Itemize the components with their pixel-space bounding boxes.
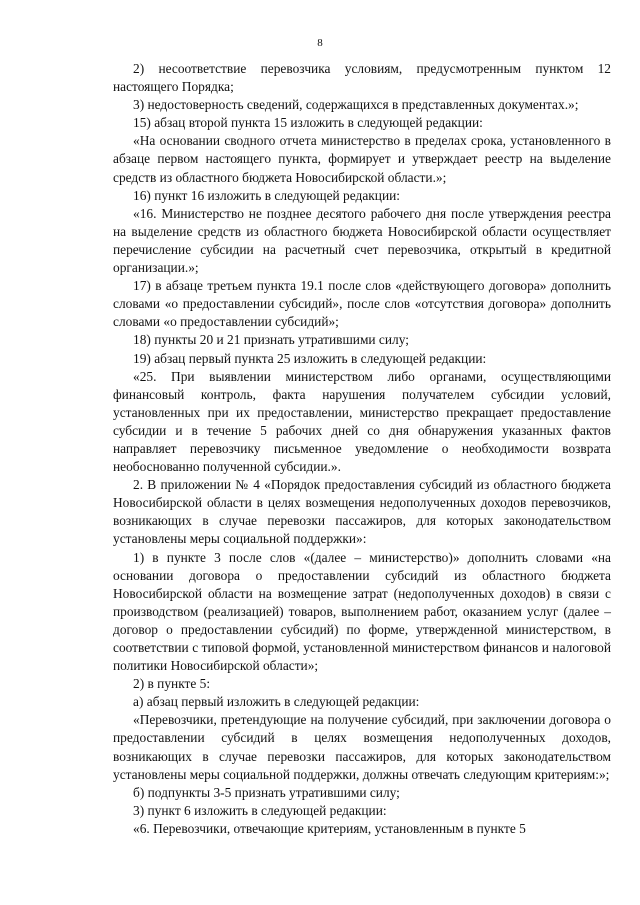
paragraph: «Перевозчики, претендующие на получение субсидий, при заключении договора о предоставлении субсидий в целях возмещения недополученных доходов, возникающих в случае перевозки пассажиров, для которых законодательством установлены меры социальной поддержки, должны отвечать следующим критериям:»; (113, 712, 611, 782)
paragraph: 2. В приложении № 4 «Порядок предоставления субсидий из областного бюджета Новосибирской области в целях возмещения недополученных доходов перевозчиков, возникающих в случае перевозки пассажиров, для которых законодательством установлены меры социальной поддержки»: (113, 477, 611, 547)
paragraph: а) абзац первый изложить в следующей редакции: (133, 694, 420, 710)
paragraph: «6. Перевозчики, отвечающие критериям, установленным в пункте 5 (133, 820, 526, 836)
page-number: 8 (317, 37, 323, 49)
paragraph: б) подпункты 3-5 признать утратившими силу; (133, 784, 400, 800)
paragraph: 3) недостоверность сведений, содержащихся в представленных документах.»; (133, 97, 579, 113)
paragraph: 19) абзац первый пункта 25 изложить в следующей редакции: (133, 350, 487, 366)
paragraph: 2) несоответствие перевозчика условиям, предусмотренным пунктом 12 настоящего Порядка; (113, 61, 611, 95)
paragraph: «25. При выявлении министерством либо органами, осуществляющими финансовый контроль, факта нарушения получателем субсидии условий, установленных при их предоставлении, министерство прекращает предоставление субсидии и в течение 5 рабочих дней со дня обнаружения указанных фактов направляет перевозчику письменное уведомление о необходимости возврата необоснованно полученной субсидии.». (113, 368, 611, 475)
paragraph: «На основании сводного отчета министерство в пределах срока, установленного в абзаце первом настоящего пункта, формирует и утверждает реестр на выделение средств из областного бюджета Новосибирской области.»; (113, 133, 611, 185)
paragraph: 15) абзац второй пункта 15 изложить в следующей редакции: (133, 115, 483, 131)
document-body (113, 60, 611, 838)
paragraph: 2) в пункте 5: (133, 676, 211, 692)
paragraph: 3) пункт 6 изложить в следующей редакции: (133, 802, 387, 818)
paragraph: 17) в абзаце третьем пункта 19.1 после слов «действующего договора» дополнить словами «о предоставлении субсидий», после слов «отсутствия договора» дополнить словами «о предоставлении субсидий»; (113, 278, 611, 330)
paragraph: 1) в пункте 3 после слов «(далее – министерство)» дополнить словами «на основании договора о предоставлении субсидий из областного бюджета Новосибирской области на возмещение затрат (недополученных доходов) в связи с производством (реализацией) товаров, выполнением работ, оказанием услуг (далее – договор о предоставлении субсидий) по форме, утвержденной министерством, в соответствии с типовой формой, установленной министерством финансов и налоговой политики Новосибирской области»; (113, 549, 611, 674)
paragraph: 18) пункты 20 и 21 признать утратившими силу; (133, 332, 409, 348)
paragraph: 16) пункт 16 изложить в следующей редакции: (133, 187, 401, 203)
paragraph: «16. Министерство не позднее десятого рабочего дня после утверждения реестра на выделение средств из областного бюджета Новосибирской области осуществляет перечисление субсидии на расчетный счет перевозчика, открытый в кредитной организации.»; (113, 205, 611, 276)
